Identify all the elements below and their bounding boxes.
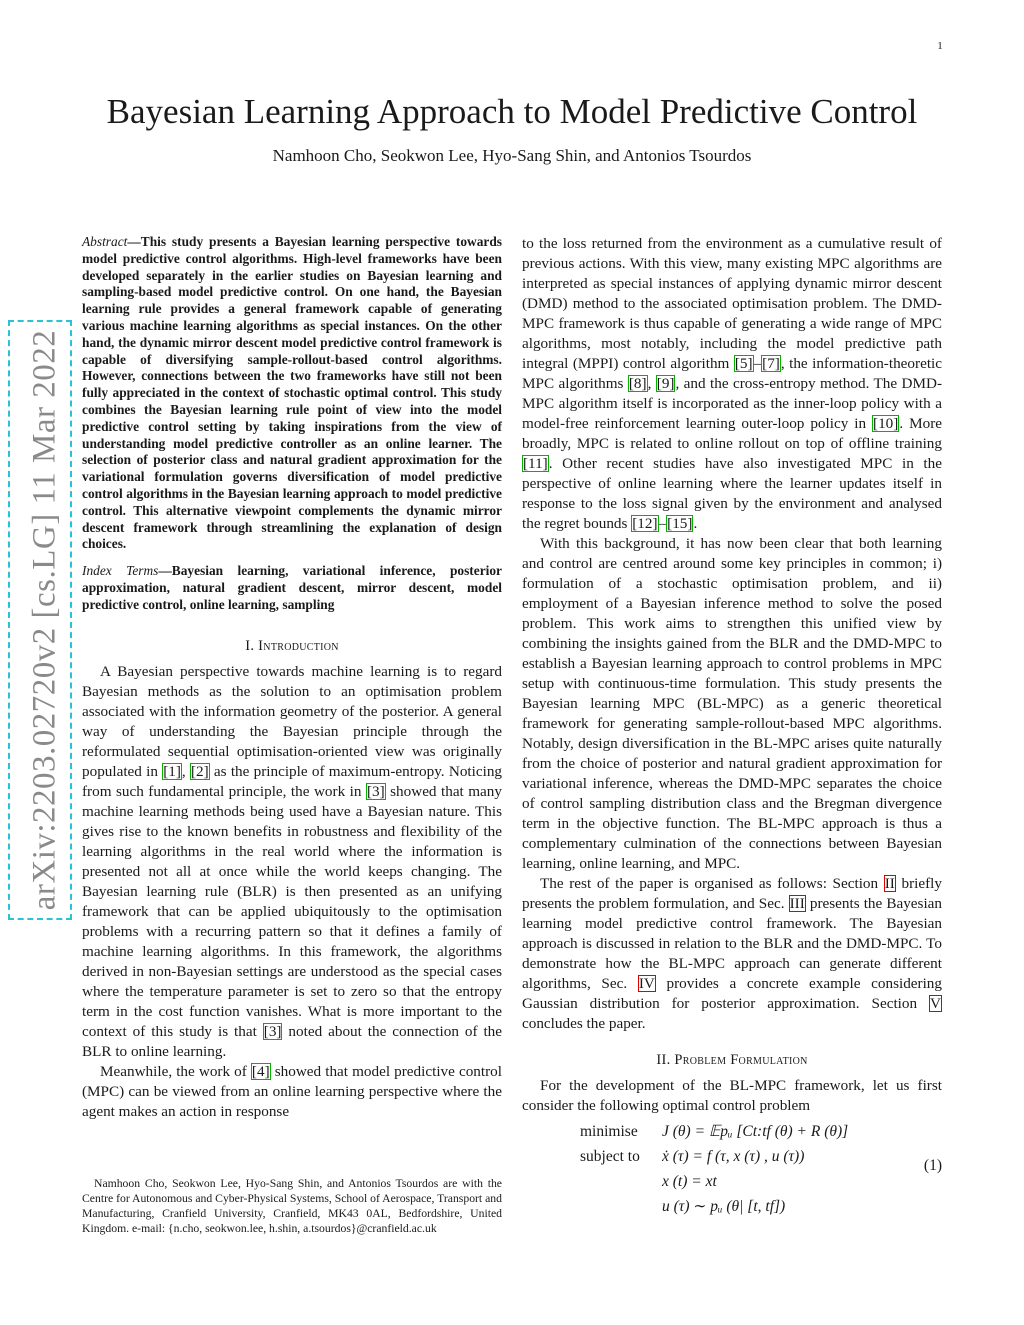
- citation-link[interactable]: [3]: [366, 782, 385, 800]
- abstract: [82, 234, 502, 553]
- equation-row: [580, 1122, 848, 1146]
- citation-link[interactable]: [4]: [251, 1062, 270, 1080]
- index-terms-text: —Bayesian learning, variational inference, posterior approximation, natural gradient descent, mirror descent, model predictive control, online learning, sampling: [82, 563, 502, 612]
- section-link[interactable]: IV: [638, 975, 655, 992]
- author-affiliation-footnote: Namhoon Cho, Seokwon Lee, Hyo-Sang Shin, and Antonios Tsourdos are with the Centre for Autonomous and Cyber-Physical Systems, School of Aerospace, Transport and Manufacturing, Cranfield University, Cranfield, MK43 0AL, Bedfordshire, United Kingdom. e-mail: {n.cho, seokwon.lee, h.shin, a.tsourdos}@cranfield.ac.uk: [82, 1177, 502, 1235]
- equation-label-subject-to: subject to: [580, 1148, 640, 1165]
- citation-link[interactable]: [12]: [632, 515, 658, 532]
- paper-title: Bayesian Learning Approach to Model Predictive Control: [106, 92, 918, 131]
- abstract-label: Abstract: [82, 234, 128, 249]
- citation-link[interactable]: [7]: [762, 355, 780, 372]
- equation-objective: J (θ) = 𝔼pᵤ [Ct:tf (θ) + R (θ)]: [662, 1123, 849, 1140]
- right-paragraph-2: With this background, it has now been clear that both learning and control are centred around some key principles in common; i) formulation of a stochastic optimisation problem, and ii) employment of a Bayesian inference method to solve the posed problem. This work aims to strengthen this unified view by combining the insights gained from the BLR and the DMD-MPC to establish a Bayesian learning approach to control problems in MPC setup with continuous-time formulation. This study presents the Bayesian learning MPC (BL-MPC) as a generic theoretical framework for generating sample-rollout-based MPC algorithms. Notably, design diversification in the BL-MPC arises quite naturally from the choice of posterior and natural gradient approximation for variational inference, whereas the DMD-MPC separates the choice of control sampling distribution class and the Bregman divergence term in the objective function. The BL-MPC approach is thus a complementary culmination of the connections between Bayesian learning, online learning, and MPC.: [522, 535, 942, 872]
- index-terms-label: Index Terms: [82, 563, 159, 579]
- equation-row: [580, 1172, 717, 1196]
- left-column: [82, 234, 502, 1122]
- citation-link[interactable]: [2]: [190, 762, 209, 780]
- citation-link[interactable]: [9]: [656, 375, 675, 392]
- index-terms: [82, 563, 502, 613]
- equation-dynamics: ẋ (τ) = f (τ, x (τ) , u (τ)): [662, 1148, 805, 1165]
- right-column: [522, 234, 942, 1220]
- page-number: 1: [937, 40, 943, 52]
- abstract-text: —This study presents a Bayesian learning perspective towards model predictive control algorithms. High-level frameworks have been developed separately in the earlier studies on Bayesian learning and sampling-based model predictive control. On one hand, the Bayesian learning rule provides a general framework capable of generating various machine learning algorithms as special instances. On the other hand, the dynamic mirror descent model predictive control framework is capable of diversifying sample-rollout-based control algorithms. However, connections between the two frameworks have still not been fully appreciated in the context of stochastic optimal control. This study combines the Bayesian learning rule point of view into the model predictive control setting by taking inspirations from the view of understanding model predictive controller as an online learner. The selection of posterior class and natural gradient approximation for the variational formulation governs diversification of model predictive control algorithms in the Bayesian learning approach to model predictive control. This alternative viewpoint complements the dynamic mirror descent framework through streamlining the explanation of design choices.: [82, 234, 502, 552]
- section-link[interactable]: II: [884, 875, 895, 892]
- equation-initial-state: x (t) = xt: [662, 1173, 717, 1190]
- citation-link[interactable]: [10]: [873, 415, 899, 432]
- equation-row: [580, 1197, 785, 1221]
- intro-paragraph-2: Meanwhile, the work of [4] showed that model predictive control (MPC) can be viewed from an online learning perspective where the agent makes an action in response: [82, 1062, 502, 1120]
- section-heading-problem-formulation: II. Problem Formulation: [656, 1052, 808, 1068]
- author-list: Namhoon Cho, Seokwon Lee, Hyo-Sang Shin, and Antonios Tsourdos: [272, 146, 752, 165]
- section2-intro-paragraph: For the development of the BL-MPC framework, let us first consider the following optimal control problem: [522, 1077, 942, 1114]
- arxiv-identifier[interactable]: arXiv:2203.02720v2 [cs.LG] 11 Mar 2022: [26, 329, 63, 911]
- citation-link[interactable]: [5]: [734, 355, 753, 372]
- right-paragraph-3: The rest of the paper is organised as follows: Section II briefly presents the problem formulation, and Sec. III presents the Bayesian learning model predictive control framework. The Bayesian approach is discussed in relation to the BLR and the DMD-MPC. To demonstrate how the BL-MPC approach can generate different algorithms, Sec. IV provides a concrete example considering Gaussian distribution for posterior approximation. Section V concludes the paper.: [522, 875, 942, 1032]
- section-link[interactable]: V: [930, 995, 941, 1012]
- citation-link[interactable]: [1]: [163, 762, 181, 780]
- section-heading-introduction: I. Introduction: [245, 637, 339, 654]
- citation-link[interactable]: [8]: [628, 375, 647, 392]
- right-paragraph-1: to the loss returned from the environment as a cumulative result of previous actions. With this view, many existing MPC algorithms are interpreted as special instances of applying dynamic mirror descent (DMD) method to the associated optimisation problem. The DMD-MPC framework is thus capable of generating a wide range of MPC algorithms, most notably, including the model predictive path integral (MPPI) control algorithm [5]–[7], the information-theoretic MPC algorithms [8], [9], and the cross-entropy method. The DMD-MPC algorithm itself is incorporated as the inner-loop policy with a model-free reinforcement learning outer-loop policy in [10]. More broadly, MPC is related to online rollout on top of offline training [11]. Other recent studies have also investigated MPC in the perspective of online learning where the learner updates itself in response to the loss signal given by the environment and analysed the regret bounds [12]–[15].: [522, 235, 942, 532]
- citation-link[interactable]: [11]: [523, 455, 548, 472]
- equation-row: [580, 1147, 804, 1171]
- equation-1: [522, 1122, 942, 1220]
- equation-label-minimise: minimise: [580, 1123, 638, 1140]
- section-link[interactable]: III: [789, 895, 805, 912]
- equation-control-distribution: u (τ) ∼ pᵤ (θ| [t, tf]): [662, 1198, 786, 1215]
- citation-link[interactable]: [3]: [263, 1022, 282, 1040]
- citation-link[interactable]: [15]: [667, 515, 693, 532]
- intro-paragraph-1: A Bayesian perspective towards machine learning is to regard Bayesian methods as the solution to an optimisation problem associated with the information geometry of the posterior. A general way of understanding the Bayesian principle through the reformulated sequential optimisation-oriented view was originally populated in [1], [2] as the principle of maximum-entropy. Noticing from such fundamental principle, the work in [3] showed that many machine learning methods being used have a Bayesian nature. This gives rise to the known benefits in robustness and flexibility of the learning algorithms in the real world where the information is presented not all at once while the world keeps changing. The Bayesian learning rule (BLR) is then presented as an unifying framework that can be applied ubiquitously to the optimisation problems with a recurring pattern so that it defines a family of machine learning algorithms. In this framework, the algorithms derived in non-Bayesian settings are understood as the special cases where the temperature parameter is set to zero so that the entropy term in the cost function vanishes. What is more important to the context of this study is that [3] noted about the connection of the BLR to online learning.: [82, 662, 503, 1060]
- equation-number: (1): [923, 1157, 942, 1174]
